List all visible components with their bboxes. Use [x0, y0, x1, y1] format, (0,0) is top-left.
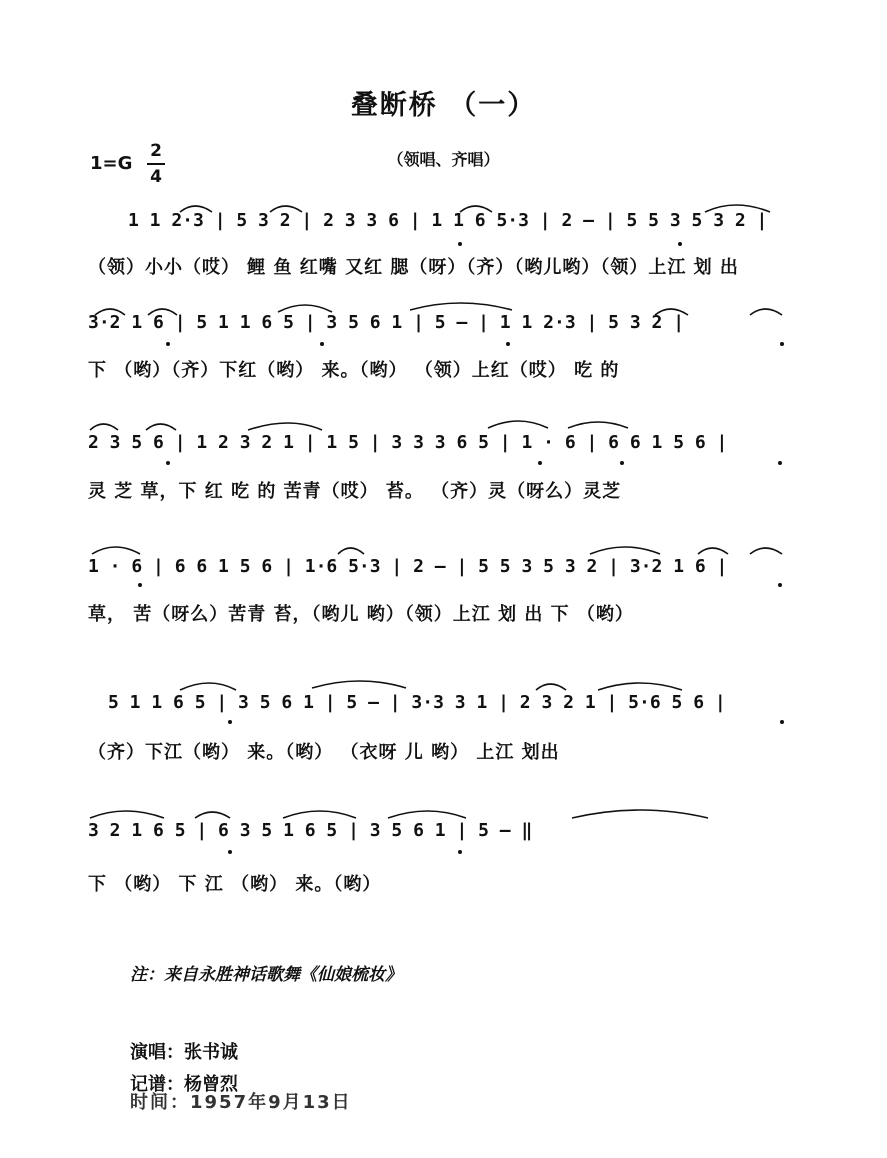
- notes-line-4: 1 · 6 | 6 6 1 5 6 | 1·6 5·3 | 2 — | 5 5 3 5 3 2 | 3·2 1 6 |: [88, 556, 728, 577]
- slur: [90, 811, 164, 818]
- slur: [750, 309, 782, 315]
- lyrics-line-1: （领）小小（哎） 鲤 鱼 红嘴 又红 腮（呀）（齐）（哟儿哟）（领）上江 划 出: [88, 257, 739, 278]
- song-title: 叠断桥 （一）: [350, 90, 537, 121]
- notes-line-5: 5 1 1 6 5 | 3 5 6 1 | 5 — | 3·3 3 1 | 2 3 2 1 | 5·6 5 6 |: [108, 692, 726, 713]
- lyrics-line-6: 下 （哟） 下 江 （哟） 来。（哟）: [88, 874, 382, 895]
- performance-type: （领唱、齐唱）: [387, 150, 500, 169]
- slur: [750, 548, 782, 554]
- notes-line-1: 1 1 2·3 | 5 3 2 | 2 3 3 6 | 1 1 6 5·3 | 2 — | 5 5 3 5 3 2 |: [128, 210, 768, 231]
- key-signature: 1=G: [90, 153, 133, 174]
- time-signature-top: 2: [150, 141, 162, 161]
- slur: [148, 309, 177, 315]
- slur: [312, 681, 406, 688]
- slur: [705, 205, 770, 212]
- octave-dot: [778, 583, 782, 587]
- singer-credit: 演唱：张书诚: [130, 1042, 238, 1063]
- slur: [488, 421, 548, 428]
- slur: [270, 206, 302, 212]
- octave-dot: [780, 720, 784, 724]
- octave-dot: [138, 583, 142, 587]
- octave-dot: [678, 242, 682, 246]
- slur: [572, 810, 708, 818]
- slur: [655, 309, 688, 315]
- lyrics-line-2: 下 （哟）（齐）下红（哟） 来。（哟） （领）上红（哎） 吃 的: [88, 360, 620, 381]
- slur: [698, 548, 728, 554]
- notation-credit: 记谱：杨曾烈: [130, 1074, 238, 1095]
- octave-dot: [166, 461, 170, 465]
- notes-line-2: 3·2 1 6 | 5 1 1 6 5 | 3 5 6 1 | 5 — | 1 1 2·3 | 5 3 2 |: [88, 312, 685, 333]
- slur: [180, 206, 212, 212]
- lyrics-line-3: 灵 芝 草，下 红 吃 的 苦青（哎） 苔。 （齐）灵（呀么）灵芝: [88, 481, 622, 502]
- octave-dot: [780, 342, 784, 346]
- notes-line-3: 2 3 5 6 | 1 2 3 2 1 | 1 5 | 3 3 3 6 5 | 1 · 6 | 6 6 1 5 6 |: [88, 432, 728, 453]
- source-footnote: 注：来自永胜神话歌舞《仙娘梳妆》: [130, 965, 402, 985]
- notes-line-6: 3 2 1 6 5 | 6 3 5 1 6 5 | 3 5 6 1 | 5 — ‖: [88, 820, 533, 841]
- date-credit-text: 时间：1957年9月13日: [130, 1092, 352, 1113]
- time-signature-bottom: 4: [150, 167, 162, 187]
- lyrics-line-5: （齐）下江（哟） 来。（哟） （衣呀 儿 哟） 上江 划出: [88, 742, 560, 763]
- slur: [338, 548, 364, 554]
- octave-dot: [228, 850, 232, 854]
- slur: [248, 423, 322, 430]
- slur: [536, 684, 566, 690]
- slur: [410, 303, 512, 310]
- slur: [95, 309, 125, 315]
- slur: [283, 811, 356, 818]
- octave-dot: [620, 461, 624, 465]
- octave-dot: [228, 720, 232, 724]
- slur: [590, 547, 660, 554]
- slur: [598, 683, 682, 690]
- octave-dot: [506, 342, 510, 346]
- octave-dot: [458, 850, 462, 854]
- slur: [195, 812, 230, 818]
- lyrics-line-4: 草， 苦（呀么）苦青 苔，（哟儿 哟）（领）上江 划 出 下 （哟）: [88, 604, 634, 625]
- octave-dot: [778, 461, 782, 465]
- slur: [90, 424, 118, 430]
- slur: [568, 422, 628, 428]
- octave-dot: [320, 342, 324, 346]
- slur: [278, 305, 332, 312]
- octave-dot: [538, 461, 542, 465]
- octave-dot: [458, 242, 462, 246]
- date-credit-cropped: [130, 1092, 360, 1113]
- slur: [92, 547, 140, 554]
- slur: [180, 683, 236, 690]
- slur: [146, 424, 176, 430]
- slur: [388, 811, 466, 818]
- slur: [460, 206, 492, 212]
- octave-dot: [166, 342, 170, 346]
